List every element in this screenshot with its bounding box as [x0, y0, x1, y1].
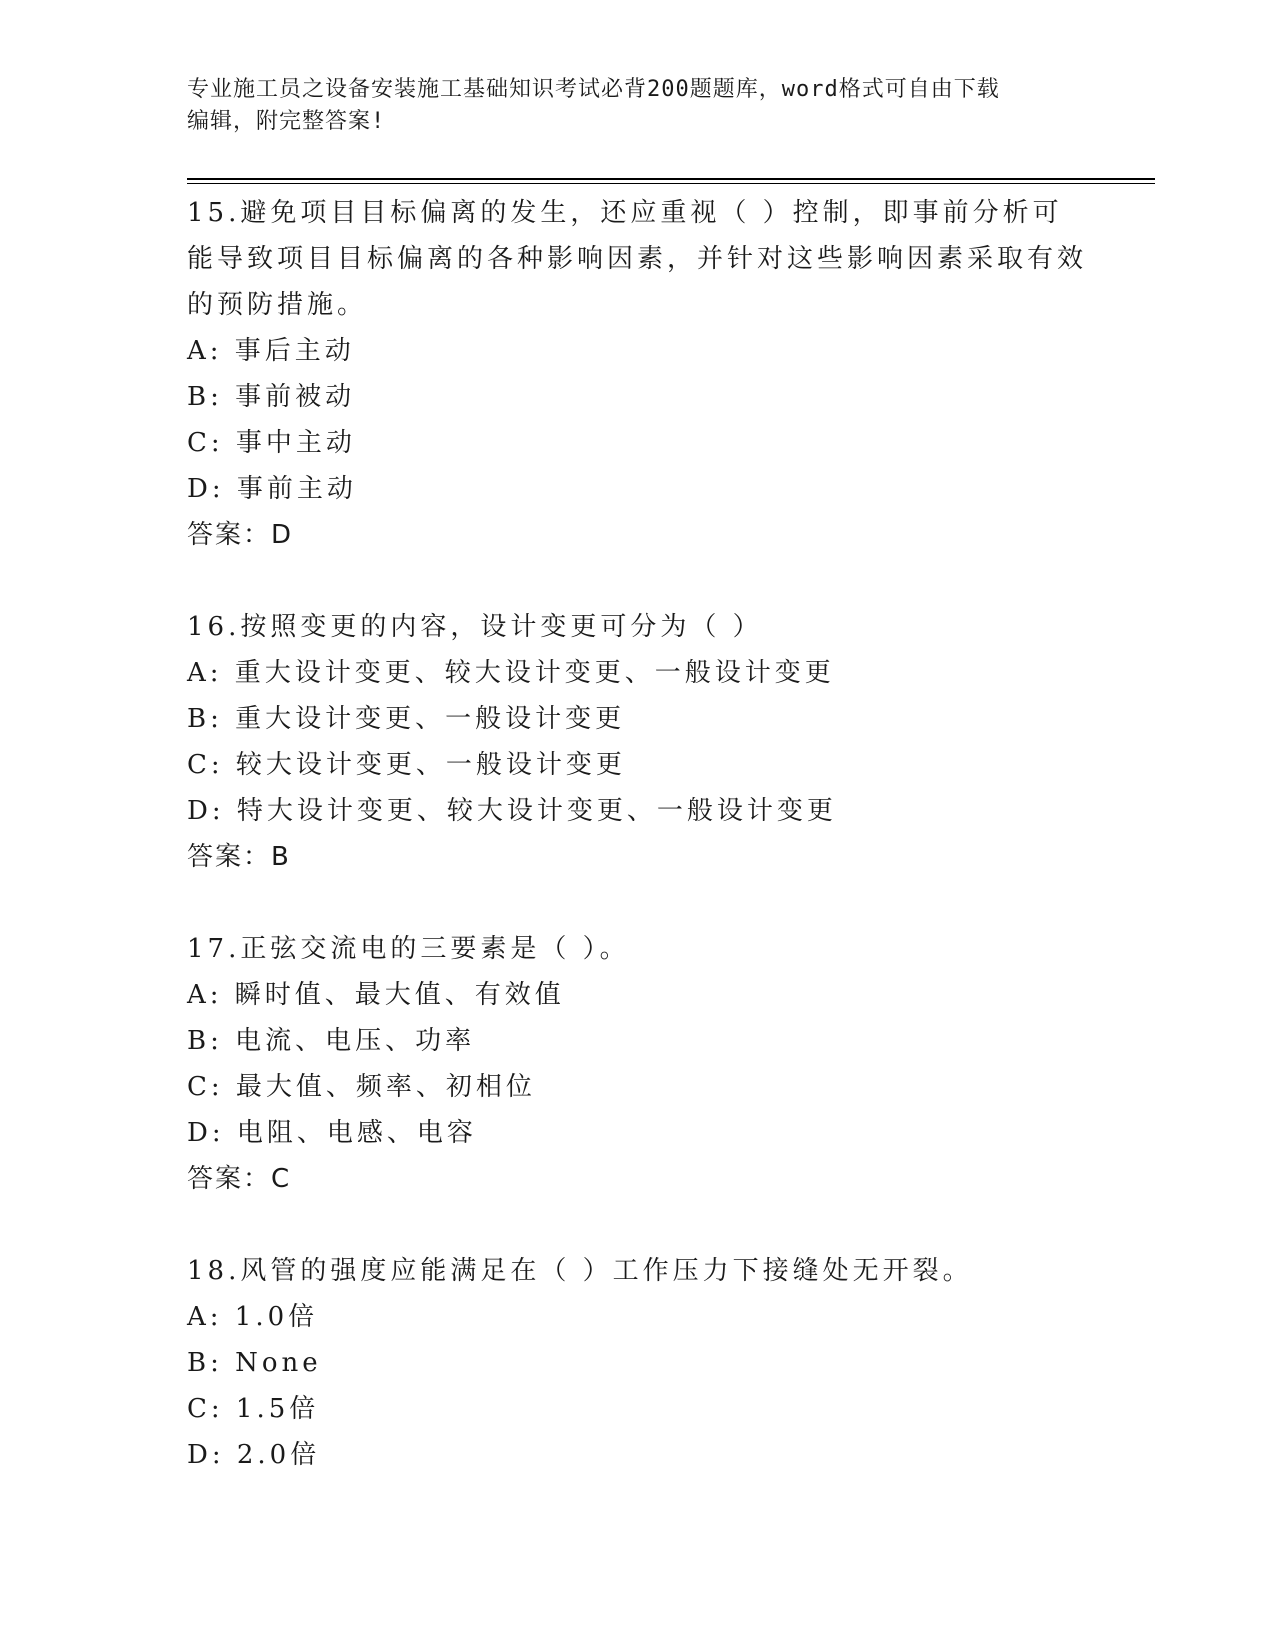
answer: 答案：B: [187, 842, 291, 872]
header-title-line-1: 专业施工员之设备安装施工基础知识考试必背200题题库，word格式可自由下载: [187, 77, 1000, 102]
option-d: D: 2.0倍: [187, 1440, 321, 1470]
question-15: [187, 190, 1087, 558]
question-text: 18.风管的强度应能满足在（ ）工作压力下接缝处无开裂。: [187, 1256, 973, 1286]
option-b: B: None: [187, 1348, 322, 1378]
document-header: [187, 74, 1087, 138]
question-18: [187, 1248, 1087, 1478]
option-b: B: 事前被动: [187, 382, 356, 412]
question-text: 16.按照变更的内容，设计变更可分为（ ）: [187, 612, 763, 642]
option-a: A: 1.0倍: [187, 1302, 319, 1332]
option-d: D: 电阻、电感、电容: [187, 1118, 477, 1148]
question-16: [187, 604, 1087, 880]
option-c: C: 最大值、频率、初相位: [187, 1072, 536, 1102]
header-divider-thick: [187, 178, 1155, 180]
option-b: B: 重大设计变更、一般设计变更: [187, 704, 626, 734]
option-a: A: 事后主动: [187, 336, 355, 366]
header-divider-thin: [187, 183, 1155, 184]
option-d: D: 特大设计变更、较大设计变更、一般设计变更: [187, 796, 837, 826]
header-title-line-2: 编辑，附完整答案!: [187, 109, 386, 134]
spacer: [187, 880, 1087, 926]
option-c: C: 较大设计变更、一般设计变更: [187, 750, 626, 780]
option-a: A: 重大设计变更、较大设计变更、一般设计变更: [187, 658, 835, 688]
spacer: [187, 558, 1087, 604]
option-d: D: 事前主动: [187, 474, 357, 504]
question-text: 17.正弦交流电的三要素是（ ）。: [187, 934, 630, 964]
answer: 答案：D: [187, 520, 294, 550]
answer: 答案：C: [187, 1164, 292, 1194]
question-text: 15.避免项目目标偏离的发生，还应重视（ ）控制，即事前分析可能导致项目目标偏离的各种影响因素，并针对这些影响因素采取有效的预防措施。: [187, 198, 1088, 320]
option-c: C: 事中主动: [187, 428, 356, 458]
question-17: [187, 926, 1087, 1202]
option-a: A: 瞬时值、最大值、有效值: [187, 980, 565, 1010]
spacer: [187, 1202, 1087, 1248]
option-b: B: 电流、电压、功率: [187, 1026, 476, 1056]
option-c: C: 1.5倍: [187, 1394, 320, 1424]
question-list: [187, 190, 1087, 1478]
